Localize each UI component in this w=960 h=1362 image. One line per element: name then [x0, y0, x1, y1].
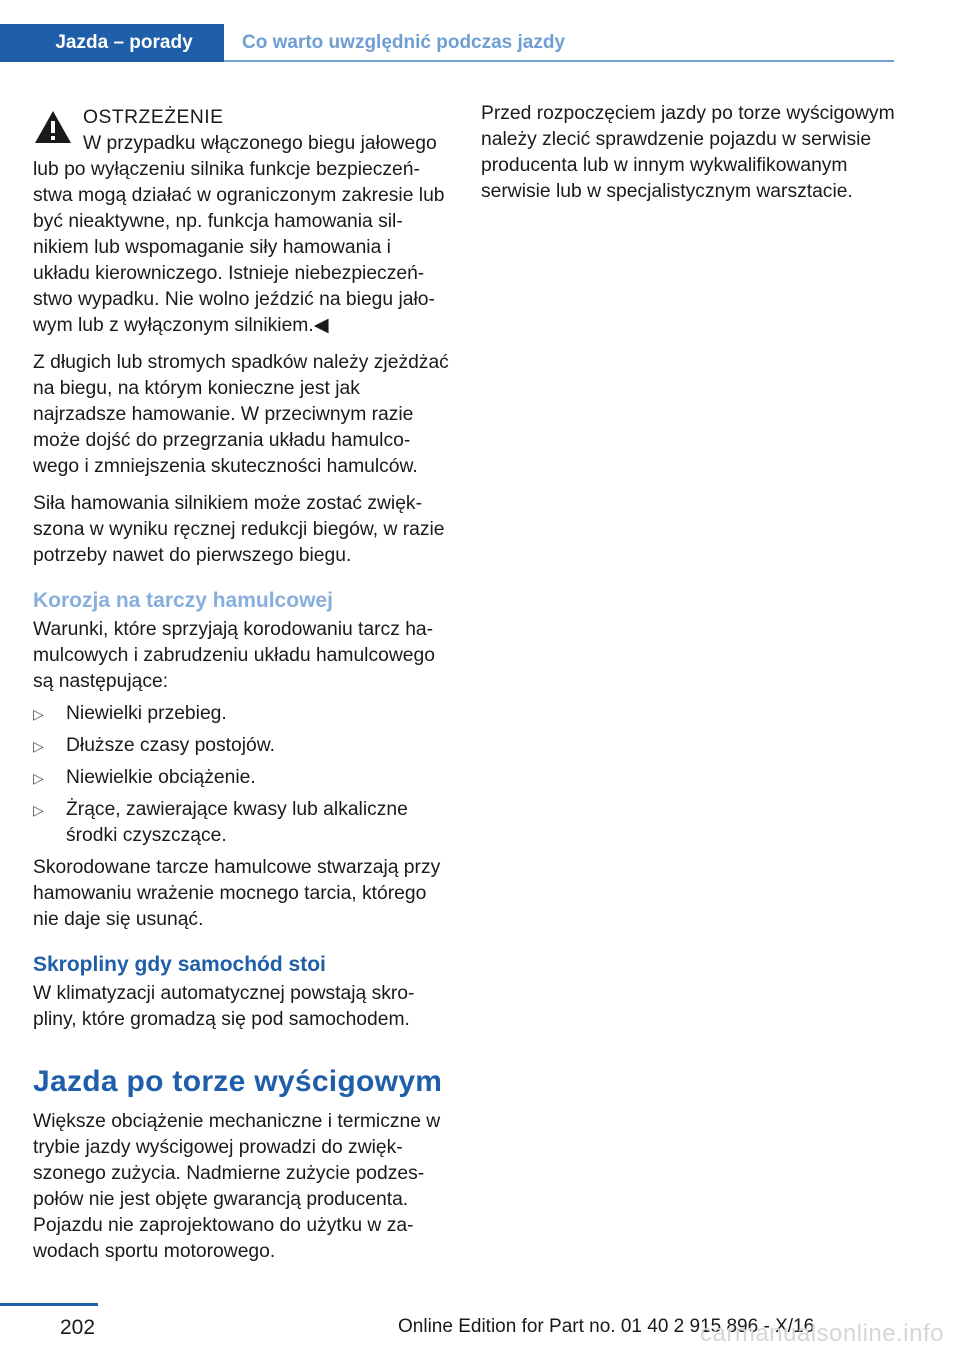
list-item: ▷ Dłuższe czasy postojów. [33, 733, 449, 759]
list-item: ▷ Niewielki przebieg. [33, 701, 449, 727]
bullet-triangle-icon: ▷ [33, 706, 44, 722]
warning-body-text: W przypadku włączonego biegu jałowego lub po wyłączeniu silnika funkcje bezpieczeństwa mogą działać w ograniczonym zakresie lub być nieaktywne, np. funkcja hamowania silnikiem lub wspomaganie siły hamowania i układu kierowniczego. Istnieje niebezpieczeństwo wypadku. Nie wolno jeździć na biegu jałowym lub z wyłączonym silnikiem.◀ [33, 133, 445, 336]
paragraph-condensate: W klimatyzacji automatycznej powstają skropliny, które gromadzą się pod samochodem. [33, 983, 415, 1030]
list-item: ▷ Żrące, zawierające kwasy lub alkaliczne środki czyszczące. [33, 799, 408, 846]
warning-title: OSTRZEŻENIE [83, 107, 224, 128]
heading-brake-corrosion: Korozja na tarczy hamulcowej [33, 589, 333, 612]
chapter-tab: Jazda – porady [0, 24, 224, 62]
paragraph-engine-braking: Siła hamowania silnikiem może zostać zwiększona w wyniku ręcznej redukcji biegów, w razie potrzeby nawet do pierwszego biegu. [33, 493, 445, 566]
paragraph-race-track: Większe obciążenie mechaniczne i termiczne w trybie jazdy wyścigowej prowadzi do zwiększonego zużycia. Nadmierne zużycie podzespołów nie jest objęte gwarancją producenta. Pojazdu nie zaprojektowano do użytku w zawodach sportu motorowego. [33, 1111, 441, 1262]
header-divider [224, 60, 894, 62]
paragraph-corroded-discs: Skorodowane tarcze hamulcowe stwarzają przy hamowaniu wrażenie mocnego tarcia, którego nie daje się usunąć. [33, 857, 441, 930]
bullet-triangle-icon: ▷ [33, 770, 44, 786]
paragraph-descents: Z długich lub stromych spadków należy zjeżdżać na biegu, na którym konieczne jest jak najrzadsze hamowanie. W przeciwnym razie może dojść do przegrzania układu hamulcowego i zmniejszenia skuteczności hamulców. [33, 352, 449, 477]
heading-condensate: Skropliny gdy samochód stoi [33, 953, 326, 976]
paragraph-corrosion-conditions: Warunki, które sprzyjają korodowaniu tarcz hamulcowych i zabrudzeniu układu hamulcowego są następujące: [33, 619, 435, 692]
corrosion-conditions-list [33, 701, 449, 849]
warning-triangle-icon [33, 109, 73, 145]
warning-text [33, 131, 449, 339]
paragraph-race-track-check: Przed rozpoczęciem jazdy po torze wyścigowym należy zlecić sprawdzenie pojazdu w serwisie producenta lub w innym wykwalifikowanym serwisie lub w specjalistycznym warsztacie. [481, 103, 895, 202]
list-item: ▷ Niewielkie obciążenie. [33, 765, 449, 791]
page-number: 202 [60, 1316, 96, 1339]
footer-divider [0, 1303, 98, 1306]
left-column [33, 101, 449, 1276]
edition-info: Online Edition for Part no. 01 40 2 915 896 - X/16 [398, 1316, 815, 1337]
right-column [481, 101, 897, 216]
section-title: Co warto uwzględnić podczas jazdy [242, 32, 566, 53]
watermark: carmanualsonline.info [700, 1320, 944, 1347]
warning-box [33, 101, 449, 339]
page-header [0, 0, 960, 64]
heading-race-track: Jazda po torze wyścigowym [33, 1065, 443, 1098]
bullet-triangle-icon: ▷ [33, 802, 44, 818]
bullet-triangle-icon: ▷ [33, 738, 44, 754]
